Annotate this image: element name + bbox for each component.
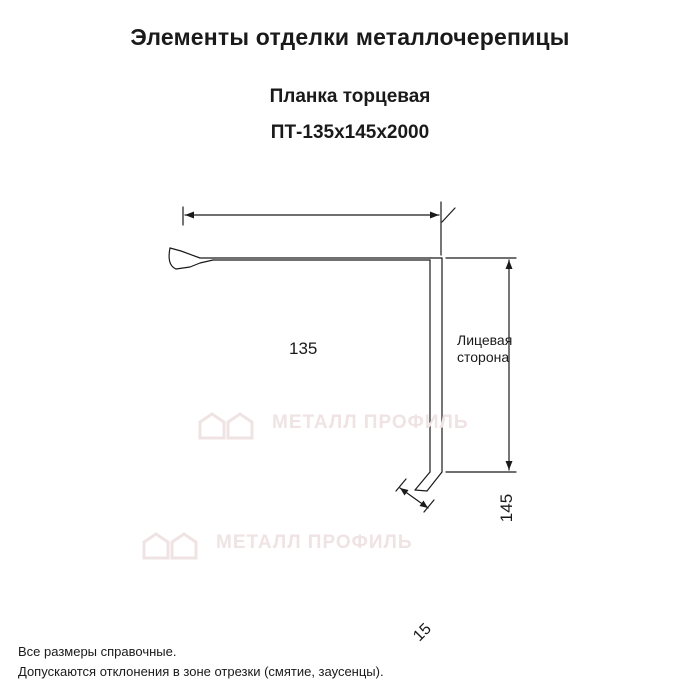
dim-arrow-up: [506, 260, 513, 269]
product-code: ПТ-135х145х2000: [270, 122, 430, 143]
face-side-annotation: [457, 332, 512, 366]
profile-bottom-lip-inner: [415, 472, 430, 490]
profile-top-outer: [170, 248, 430, 258]
watermark-label: МЕТАЛЛ ПРОФИЛЬ: [272, 412, 469, 433]
dimension-label-145: 145: [497, 493, 517, 523]
dim-arrow-left: [185, 212, 194, 219]
drawing-svg: [0, 150, 700, 570]
face-side-line2: сторона: [457, 349, 510, 365]
dimension-label-135: 135: [289, 339, 318, 358]
footer-line-1: Все размеры справочные.: [18, 644, 177, 659]
dim-arrow-lip-b: [420, 501, 429, 509]
dim-arrow-lip-a: [400, 488, 409, 496]
dim-arrow-down: [506, 461, 513, 470]
profile-lip-lower: [176, 260, 213, 269]
page-title: Элементы отделки металлочерепицы: [130, 24, 570, 50]
footer-line-2: Допускаются отклонения в зоне отрезки (смятие, заусенцы).: [18, 664, 384, 679]
leader-line-face: [442, 208, 455, 222]
profile-bottom-lip-end: [415, 490, 427, 491]
dimension-label-15: 15: [410, 620, 435, 645]
face-side-line1: Лицевая: [457, 332, 513, 348]
footer-note: [18, 642, 384, 682]
technical-drawing: [0, 150, 700, 645]
dim-arrow-right: [430, 212, 439, 219]
watermark-label: МЕТАЛЛ ПРОФИЛЬ: [216, 532, 413, 553]
product-subtitle: Планка торцевая: [269, 86, 431, 107]
profile-bottom-lip-outer: [427, 472, 442, 491]
profile-lip-bend: [169, 248, 176, 269]
